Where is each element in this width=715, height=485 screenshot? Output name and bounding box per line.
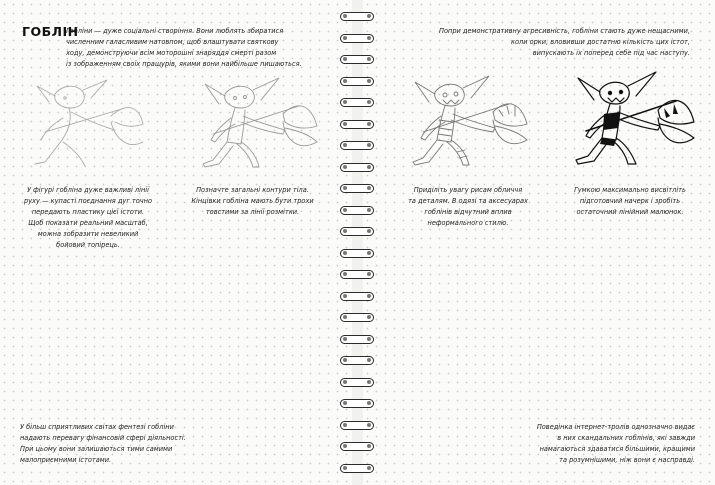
goblin-sketch-step-1	[15, 72, 165, 172]
spiral-ring	[340, 292, 374, 301]
caption-line: руху — купасті поєднання дуг точно	[23, 197, 152, 205]
spiral-ring	[340, 378, 374, 387]
book-gutter	[352, 0, 363, 485]
spiral-ring	[340, 464, 374, 473]
spiral-ring	[340, 313, 374, 322]
caption-line: остаточний лінійний малюнок.	[576, 208, 684, 216]
footer-left-line: надають перевагу фінансовій сфері діяльності.	[20, 434, 186, 442]
spiral-ring	[340, 98, 374, 107]
caption-line: товстими за лінії розмітки.	[205, 208, 300, 216]
spiral-ring	[340, 77, 374, 86]
caption-line: підготовчий начерк і зробіть	[579, 197, 681, 205]
step-4-caption	[560, 185, 700, 218]
spiral-ring	[340, 335, 374, 344]
spiral-ring	[340, 141, 374, 150]
caption-line: та деталям. В одязі та аксесуарах	[408, 197, 528, 205]
footer-left-line: При цьому вони залишаються тими самими	[20, 445, 173, 453]
goblin-sketch-step-4	[560, 68, 710, 176]
footer-right-line: намагаються здаватися більшими, кращими	[539, 445, 695, 453]
spiral-ring	[340, 442, 374, 451]
footer-left-line: малоприємними істотами.	[20, 456, 112, 464]
spiral-ring	[340, 227, 374, 236]
caption-line: Гумкою максимально висвітліть	[574, 186, 686, 194]
intro-left-line: із зображенням своїх пращурів, якими вони найбільше пишаються.	[66, 60, 302, 68]
caption-line: передають пластику цієї істоти.	[31, 208, 145, 216]
spiral-ring	[340, 206, 374, 215]
step-3-caption	[398, 185, 538, 229]
spiral-ring	[340, 356, 374, 365]
caption-line: Приділіть увагу рисам обличчя	[413, 186, 523, 194]
caption-line: бойовий топірець.	[56, 241, 120, 249]
caption-line: можна зобразити невеликий	[37, 230, 139, 238]
footer-right-line: та розумнішими, ніж вони є насправді.	[559, 456, 695, 464]
spiral-ring	[340, 12, 374, 21]
spiral-ring	[340, 399, 374, 408]
step-1-caption	[18, 185, 158, 251]
footer-left-text	[20, 422, 260, 466]
footer-left-line: У більш сприятливих світах фентезі гобліни	[20, 423, 174, 431]
footer-right-line: Поведінка інтернет-тролів однозначно видає	[536, 423, 695, 431]
caption-line: Щоб показати реальний масштаб,	[28, 219, 148, 227]
spiral-ring	[340, 34, 374, 43]
spiral-ring	[340, 184, 374, 193]
intro-right-text	[400, 26, 690, 59]
page-title: ГОБЛІН	[22, 24, 79, 39]
caption-line: Кінцівки гобліна мають бути трохи	[191, 197, 314, 205]
spiral-ring	[340, 120, 374, 129]
caption-line: гоблінів відчутний вплив	[424, 208, 512, 216]
intro-left-text	[66, 26, 336, 70]
spiral-ring	[340, 249, 374, 258]
intro-left-line: ходу, демонструючи всім моторошні знаряддя смерті разом	[66, 49, 277, 57]
spiral-ring	[340, 55, 374, 64]
intro-right-line: Попри демонстративну агресивність, гобліни стають дуже нещасними,	[439, 27, 690, 35]
intro-right-line: випускають їх поперед себе під час наступу.	[532, 49, 690, 57]
intro-right-line: коли орки, вловивши достатню кількість цих істот,	[510, 38, 690, 46]
intro-left-line: Гобліни — дуже соціальні створіння. Вони люблять збиратися	[66, 27, 284, 35]
spiral-ring	[340, 421, 374, 430]
caption-line: неформального стилю.	[427, 219, 509, 227]
step-2-caption	[180, 185, 325, 218]
goblin-sketch-step-2	[185, 72, 335, 172]
goblin-sketch-step-3	[395, 70, 545, 175]
intro-left-line: численним галасливим натовпом, щоб влаштувати святкову	[66, 38, 279, 46]
spiral-ring	[340, 163, 374, 172]
caption-line: Позначте загальні контури тіла.	[196, 186, 309, 194]
footer-right-text	[470, 422, 695, 466]
footer-right-line: в них скандальних гоблінів, які завжди	[557, 434, 695, 442]
caption-line: У фігурі гобліна дуже важливі лінії	[27, 186, 149, 194]
spiral-ring	[340, 270, 374, 279]
